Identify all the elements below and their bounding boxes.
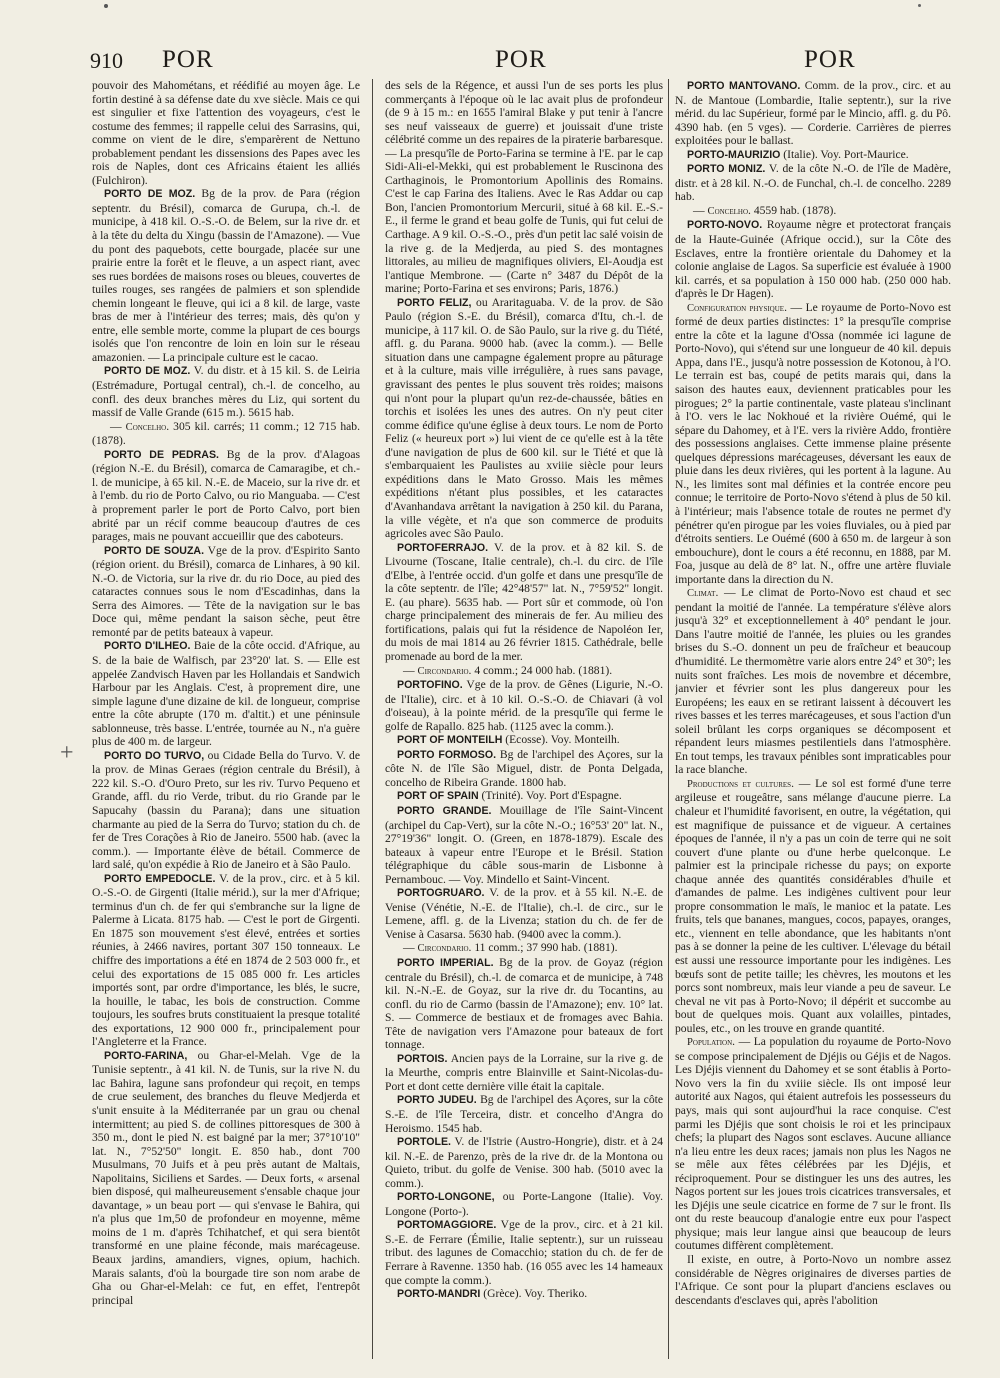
entry-text: V. de la côte N.-O. de l'île de Madère, distr. et à 28 kil. N.-O. de Funchal, ch.-l. de concelho. 2289 hab. <box>675 162 951 204</box>
entry-text: Mouillage de l'île Saint-Vincent (archipel du Cap-Vert), sur la côte N.-O.; 16°53' 20" lat. N., 27°19'36" longit. O. (Green, en 1878-1879). Escale des bateaux à vapeur entre l'Europe et le Brésil. Station télégraphique du câble sous-marin de Lisbonne à Pernambouc. — Voy. Mindello et Saint-Vincent. <box>385 803 663 886</box>
entry-text: . — Le climat de Porto-Novo est chaud et sec pendant la moitié de l'année. La température s'élève alors jusqu'à 32° et exceptionnellement à 40° pendant le jour. Dans l'autre moitié de l'année, les pluies ou les grandes brises du S.-O. donnent un peu de fraîcheur et beaucoup d'humidité. Le thermomètre varie alors entre 24° et 30°; les nuits sont fraîches. Les mois de novembre et décembre, janvier et février sont les plus dangereux pour les Européens; les eaux en se retirant laissent à découvert les rives basses et les terres marécageuses, et sous l'action d'un soleil brûlant les corps organiques se décomposent et répandent leurs miasmes pestilentiels dans l'atmosphère. En tout temps, les travaux pénibles sont impraticables pour la race blanche. <box>675 586 951 777</box>
entry-headword: PORTO-LONGONE, <box>397 1191 495 1204</box>
entry-headword: PORTO DO TURVO, <box>104 749 205 762</box>
entry-text: Comm. de la prov., circ. et au N. de Mantoue (Lombardie, Italie septentr.), sur la rive mérid. du lac Supérieur, formé par le Mincio, affl. g. du Pô. 4390 hab. (en 5 vges). — Corderie. Carrières de pierres exploitées pour le ballast. <box>675 79 951 148</box>
running-head-right: POR <box>804 46 856 73</box>
dictionary-entry <box>385 1218 663 1287</box>
entry-text: V. de la prov. et à 82 kil. S. de Livourne (Toscane, Italie centrale), ch.-l. du circ. de l'île d'Elbe, à l'entrée occid. d'un golfe et dans une presqu'île de la côte septentr. de l'île; 42°48'57" lat. N., 7°59'52" longit. E. (au phare). 5635 hab. — Port sûr et commode, où l'on charge principalement des minerais de fer. Au milieu des fortifications, palais qui fut la résidence de Napoléon Ier, du mois de mai 1814 au 26 février 1815. Cathédrale, belle promenade au bord de la mer. <box>385 540 663 663</box>
entry-text: (Grèce). Voy. Theriko. <box>480 1287 588 1301</box>
entry-headword: PORT OF MONTEILH <box>397 734 503 747</box>
entry-text: (Italie). Voy. Port-Maurice. <box>780 147 909 161</box>
entry-text: Vge de la prov. de Gênes (Ligurie, N.-O. de l'Italie), circ. et à 10 kil. O.-S.-O. de Chiavari (à vol d'oiseau), à la pointe mérid. de la presqu'île qui ferme le golfe de Rapallo. 825 hab. (1125 avec la comm.). <box>385 678 663 733</box>
entry-text: ou Porte-Langone (Italie). Voy. Longone (Porto-). <box>385 1190 663 1218</box>
entry-headword: PORTO-MANDRI <box>397 1288 481 1301</box>
entry-dash: — <box>403 941 418 955</box>
running-head-center: POR <box>495 46 547 73</box>
entry-headword: PORTO MONIZ. <box>687 163 766 176</box>
entry-headword: PORTO DE MOZ. <box>104 365 191 378</box>
entry-headword: PORTOIS. <box>397 1052 448 1065</box>
entry-text: . 4 comm.; 24 000 hab. (1881). <box>468 663 613 677</box>
entry-text: Bg de la prov. de Goyaz (région centrale du Brésil), ch.-l. de comarca et de municipe, à 748 kil. N.-N.-E. de Goyaz, sur la rive dr. du Tocantins, au confl. du rio de Carmo (bassin de l'Amazone); env. 10° lat. S. — Commerce de bestiaux et de fromages avec Bahia. Tête de navigation vers l'Amazone pour bateaux de fort tonnage. <box>385 956 663 1052</box>
entry-paragraph <box>675 1253 951 1307</box>
entry-headword: PORTO DE PEDRAS. <box>104 448 219 461</box>
entry-dash: — <box>110 419 126 433</box>
entry-text: Bg de l'archipel des Açores, sur la côte N. de l'île São Miguel, distr. de Ponta Delgada, concelho de Ribeira Grande. 1800 hab. <box>385 747 663 789</box>
entry-text: V. de la prov. et à 55 kil. N.-E. de Venise (Vénétie, N.-E. de l'Italie), ch.-l. de circ., sur le Lemene, affl. g. de la Livenza; station du ch. de fer de Venise à Casarsa. 5630 hab. (9400 avec la comm.). <box>385 886 663 941</box>
dictionary-entry <box>385 733 663 748</box>
dictionary-entry <box>675 148 951 163</box>
entry-text: V. de la prov., circ. et à 5 kil. O.-S.-O. de Girgenti (Italie mérid.), sur la mer d'Afrique; terminus d'un ch. de fer qui s'embranche sur la ligne de Palerme à Licata. 8175 hab. — C'est le port de Girgenti. En 1875 son mouvement s'est élevé, entrées et sorties réunies, à 2466 navires, portant 307 150 tonneaux. Le chiffre des importations a été en 1874 de 2 503 000 fr., et celui des exportations de 15 085 000 fr. Les articles importés sont, par ordre d'importance, les blés, le sucre, la houille, le tabac, les bois de construction. Comme toujours, les soufres bruts constituaient la presque totalité des exportations, 12 900 000 fr., principalement pour l'Angleterre et la France. <box>92 871 360 1049</box>
section-label: Productions et cultures <box>687 778 792 790</box>
section-label: Configuration physique <box>687 302 785 314</box>
entry-section <box>92 420 360 448</box>
entry-text: Bg de l'archipel des Açores, sur la côte S.-E. de l'île Terceira, distr. et concelho d'Angra do Heroismo. 1545 hab. <box>385 1093 663 1135</box>
section-label: Circondario <box>417 665 469 677</box>
dictionary-entry <box>385 804 663 886</box>
entry-headword: PORTO FELIZ, <box>397 296 472 309</box>
dictionary-entry <box>385 296 663 541</box>
dictionary-entry <box>385 1052 663 1094</box>
entry-headword: PORTO-MAURIZIO <box>687 148 781 161</box>
section-label: Circondario <box>417 943 469 955</box>
entry-headword: PORTOLE. <box>397 1136 451 1149</box>
dictionary-entry <box>92 448 360 544</box>
dictionary-entry <box>92 639 360 748</box>
entry-headword: PORTO D'ILHEO. <box>104 640 191 653</box>
entry-headword: PORT OF SPAIN <box>397 790 479 803</box>
entry-dash: — <box>403 663 418 677</box>
entry-section <box>675 777 951 1035</box>
page-header <box>0 0 1000 78</box>
column-right <box>675 79 951 1368</box>
margin-cross-mark: + <box>60 740 74 766</box>
dictionary-entry <box>675 218 951 300</box>
dictionary-entry <box>675 79 951 148</box>
dictionary-entry <box>385 1190 663 1218</box>
entry-section <box>675 586 951 777</box>
dictionary-entry <box>385 1287 663 1302</box>
entry-headword: PORTO JUDEU. <box>397 1094 477 1107</box>
column-middle <box>385 79 663 1368</box>
entry-text: . 4559 hab. (1878). <box>748 203 837 217</box>
dictionary-entry <box>385 748 663 790</box>
entry-section <box>385 664 663 679</box>
entry-text: ou Araritaguaba. V. de la prov. de São Paulo (région S.-E. du Brésil), comarca d'Itu, ch.-l. de municipe, à 117 kil. O. de São Paulo, sur la rive g. du Tiété, affl. g. du Parana. 9000 hab. (avec la comm.). — Belle situation dans une campagne également propre au pâturage et à la culture, mais ville irrégulière, à rues sans pavage, gravissant des pentes le plus souvent très roides; maisons qui n'ont pour la plupart qu'un rez-de-chaussée, bâties en torchis et isolées les unes des autres. On n'y peut citer comme édifice qu'une église à deux tours. Le nom de Porto Feliz (« heureux port ») lui vient de ce qu'elle est à la tête d'une navigation de plus de 600 kil. sur le Tiété et que là s'embarquaient les Paulistes au xviiie siècle pour leurs expéditions dans le Mato Grosso. Mais les mêmes expéditions n'étant plus possibles, et les cataractes d'Avanhandava arrêtant la navigation à 250 kil. du Parana, la ville végète, et n'a que son commerce de produits agricoles avec São Paulo. <box>385 295 663 541</box>
entry-text: . 305 kil. carrés; 11 comm.; 12 715 hab. (1878). <box>92 419 360 448</box>
entry-section <box>385 941 663 956</box>
entry-text: V. du distr. et à 15 kil. S. de Leiria (Estrémadure, Portugal central), ch.-l. de concelho, au confl. des deux branches mères du Liz, qui sortent du massif de Valle Grande (615 m.). 5615 hab. <box>92 364 360 420</box>
entry-text: V. de l'Istrie (Austro-Hongrie), distr. et à 24 kil. N.-E. de Parenzo, près de la rive dr. de la Montona ou Quieto, tribut. du golfe de Venise. 300 hab. (5010 avec la comm.). <box>385 1135 663 1190</box>
dictionary-entry <box>385 1093 663 1135</box>
entry-text: . 11 comm.; 37 990 hab. (1881). <box>468 941 618 955</box>
entry-text: . — Le royaume de Porto-Novo est formé de deux parties distinctes: 1° la presqu'île comprise entre la côte et la lagune d'Ossa (nommée ici lagune de Porto-Novo), qui s'étend sur une longueur de 40 kil. depuis Appa, dans l'E., jusqu'à notre possession de Kotonou, à l'O. Le terrain est bas, coupé de petits marais qui, dans la saison des hautes eaux, deviennent praticables pour les pirogues; 2° la partie continentale, vaste plateau s'inclinant à l'O. vers le lac Nokhoué et la rivière Ouémé, qui le sépare du Dahomey, et à l'E. vers la rivière Addo, frontière des possessions anglaises. Cette immense plaine présente quelques dépressions marécageuses, déversant les eaux de pluie dans les deux rivières, qui les portent à la lagune. Au N., les limites sont mal définies et la contrée encore peu connue; le territoire de Porto-Novo s'étend à plus de 50 kil. à l'intérieur; mais l'absence totale de routes ne permet d'y pénétrer qu'en pirogue par les voies fluviales, ou à pied par d'étroits sentiers. Le Ouémé (600 à 650 m. de largeur à son embouchure), dont le cours a été reconnu, en 1888, par M. Foa, jusque au delà de 8° lat. N., offre une artère fluviale importante dans la direction du N. <box>675 300 951 586</box>
entry-headword: PORTOFINO. <box>397 679 463 692</box>
entry-text: Ancien pays de la Lorraine, sur la rive g. de la Meurthe, compris entre Blainville et Saint-Nicolas-du-Port et dont cette dernière ville était la capitale. <box>385 1051 663 1093</box>
column-left <box>92 79 360 1368</box>
entry-headword: PORTO-NOVO. <box>687 219 763 232</box>
entry-text: Il existe, en outre, à Porto-Novo un nombre assez considérable de Nègres originaires de diverses parties de l'Afrique. Ce sont pour la plupart d'anciens esclaves ou descendants d'esclaves qui, après l'abolition <box>675 1253 951 1307</box>
dictionary-entry <box>385 1135 663 1190</box>
entry-headword: PORTO DE SOUZA. <box>104 544 205 557</box>
entry-text: . — Le sol est formé d'une terre argileuse et rougeâtre, sans mélange d'aucune pierre. La chaleur et l'humidité favorisent, en outre, la végétation, qui est magnifique de puissance et de vigueur. A certaines époques de l'année, il n'y a pas un coin de terre qui ne soit couvert d'une plante ou d'une herbe quelconque. Le palmier est la principale richesse du pays; on exporte chaque année des quantités considérables d'huile et d'amandes de palme. Les indigènes cultivent pour leur propre consommation le maïs, le manioc et la patate. Les fruits, tels que bananes, mangues, cocos, papayes, oranges, etc., viennent en telle abondance, que les habitants n'ont pas à se donner la peine de les cultiver. L'élevage du bétail est aussi une ressource importante pour les indigènes. Les bœufs sont de petite taille; les chèvres, les moutons et les porcs sont nombreux, mais leur viande a peu de saveur. Le cheval ne vit pas à Porto-Novo; il dépérit et succombe au bout de quelques mois. Quant aux volailles, pintades, poules, etc., on les trouve en grande quantité. <box>675 776 951 1035</box>
entry-text: des sels de la Régence, et aussi l'un de ses ports les plus commerçants à l'époque où le lac avait plus de profondeur (de 9 à 15 m.: en 1655 l'amiral Blake y put tenir à l'ancre ses neuf vaisseaux de guerre) et jouissait d'une triste célébrité comme un des repaires de la piraterie barbaresque. — La presqu'île de Porto-Farina se termine à l'E. par le cap Sidi-Ali-el-Mekki, qui est probablement le Ruscinona des Carthaginois, le Promontorium Apollinis des Romains. C'est le cap Farina des Italiens. Avec le Ras Addar ou cap Bon, l'ancien Promontorium Mercurii, situé à 68 kil. E.-S.-E., il ferme le grand et beau golfe de Tunis, qui fut celui de Carthage. A 9 kil. O.-S.-O., près d'un petit lac salé voisin de la rive g. de la Medjerda, au pied S. des montagnes littorales, au milieu de magnifiques oliviers, El-Aoudja est l'antique Membrone. — (Carte n° 3487 du Dépôt de la marine; Porto-Farina et ses environs; Paris, 1876.) <box>385 79 663 296</box>
entry-section <box>675 301 951 586</box>
dictionary-entry <box>92 872 360 1049</box>
entry-headword: PORTO GRANDE. <box>397 804 492 817</box>
dictionary-entry <box>385 541 663 664</box>
entry-text: . — La population du royaume de Porto-Novo se compose principalement de Djéjis ou Géjis et de Nagos. Les Djéjis viennent du Dahomey et se sont établis à Porto-Novo vers la fin du xviiie siècle. Ils ont imposé leur autorité aux Nagos, qui étaient autrefois les possesseurs du pays, mais qui sont aujourd'hui la race conquise. C'est parmi les Djéjis que sont choisis le roi et les principaux chefs; la plupart des Nagos sont esclaves. Aucune alliance n'a lieu entre les deux races; jamais non plus les Nagos ne se mêle aux fêtes célébrées par les Djéjis, et réciproquement. Pour se distinguer les uns des autres, les Nagos portent sur les joues trois cicatrices transversales, et les Djéjis une seule cicatrice en forme de 7 sur le front. Ils ont du reste beaucoup d'analogie entre eux pour l'aspect physique; mais leur langue ainsi que beaucoup de leurs coutumes diffèrent complètement. <box>675 1035 951 1253</box>
entry-headword: PORTO IMPERIAL. <box>397 957 494 969</box>
section-label: Population <box>687 1037 733 1049</box>
entry-headword: PORTO-FARINA, <box>104 1049 188 1062</box>
dictionary-entry <box>92 187 360 364</box>
entry-text: Royaume nègre et protectorat français de la Haute-Guinée (Afrique occid.), sur la Côte des Esclaves, entre la frontière orientale du Dahomey et la colonie anglaise de Lagos. Sa superficie est évaluée à 1900 kil. carrés, et sa population à 150 000 hab. (250 000 hab. d'après le Dr Hagen). <box>675 218 951 301</box>
entry-section <box>675 1035 951 1253</box>
dictionary-entry <box>92 544 360 640</box>
column-divider <box>668 79 669 1359</box>
entry-headword: PORTO DE MOZ. <box>104 188 196 201</box>
entry-dash: — <box>693 203 708 217</box>
entry-section <box>675 204 951 219</box>
dictionary-entry <box>675 162 951 204</box>
column-divider <box>372 79 373 1359</box>
dictionary-entry <box>92 1049 360 1307</box>
page-number: 910 <box>90 48 123 73</box>
entry-text: Baie de la côte occid. d'Afrique, au S. de la baie de Walfisch, par 23°20' lat. S. — Elle est appelée Zandvisch Haven par les Hollandais et Sandwich Harbour par les Anglais. C'est, à proprement dire, une simple lagune d'une dizaine de kil. de longueur, comprise entre la côte abrupte (170 m. d'altit.) et une péninsule sablonneuse, très basse. L'entrée, tournée au N., n'a guère plus de 400 m. de largeur. <box>92 639 360 749</box>
entry-headword: PORTOGRUARO. <box>397 887 485 900</box>
entry-text: pouvoir des Mahométans, et réédifié au moyen âge. Le fortin destiné à sa défense date du xve siècle. Mais ce qui est singulier et fixe l'attention des voyageurs, c'est le costume des femmes; il rappelle celui des Sarrasins, qui, comme on vient de le dire, s'emparèrent de Nettuno probablement pendant les dissensions des Papes avec les rois de Naples, dont ces Africains étaient les alliés (Fulchiron). <box>92 79 360 187</box>
entry-text: (Trinité). Voy. Port d'Espagne. <box>478 789 622 803</box>
dictionary-entry <box>385 678 663 733</box>
entry-headword: PORTO EMPEDOCLE. <box>104 872 216 885</box>
section-label: Concelho <box>125 421 167 433</box>
section-label: Concelho <box>707 205 749 217</box>
running-head-left: POR <box>162 46 214 73</box>
dictionary-entry <box>385 886 663 941</box>
entry-paragraph <box>92 79 360 187</box>
entry-paragraph <box>385 79 663 296</box>
entry-headword: PORTOMAGGIORE. <box>397 1219 497 1232</box>
entry-headword: PORTO MANTOVANO. <box>687 80 801 92</box>
entry-headword: PORTO FORMOSO. <box>397 748 497 761</box>
entry-text: Vge de la prov. d'Espirito Santo (région orient. du Brésil), comarca de Linhares, à 90 kil. N.-O. de Victoria, sur la rive dr. du rio Doce, au pied des cataractes connues sous le nom d'Escadinhas, dans la Serra des Aimores. — Tête de la navigation sur le bas Doce qui, même pendant la saison sèche, peut être remonté par de petits bateaux à vapeur. <box>92 543 360 639</box>
entry-headword: PORTOFERRAJO. <box>397 541 489 554</box>
dictionary-entry <box>92 364 360 419</box>
dictionary-entry <box>385 956 663 1052</box>
entry-text: Vge de la prov., circ. et à 21 kil. S.-E. de Ferrare (Émilie, Italie septentr.), sur un ruisseau tribut. des lagunes de Comacchio; station du ch. de fer de Ferrare à Ravenne. 1350 hab. (16 055 avec les 14 hameaux que compte la comm.). <box>385 1218 663 1287</box>
dictionary-entry <box>385 789 663 804</box>
entry-text: ou Cidade Bella do Turvo. V. de la prov. de Minas Geraes (région centrale du Brésil), à 222 kil. S.-O. d'Ouro Preto, sur les riv. Turvo Pequeno et Grande, affl. du rio Verde, tribut. du rio Grande par le Sapucahy (bassin du Parana); dans une situation charmante au pied de la Serra do Turvo; station du ch. de fer de Tres Corações à Rio de Janeiro. 5500 hab. (avec la comm.). — Importante élève de bétail. Commerce de lard salé, qu'on expédie à Rio de Janeiro et à São Paulo. <box>92 748 360 872</box>
entry-text: (Ecosse). Voy. Monteilh. <box>502 733 620 747</box>
dictionary-entry <box>92 749 360 872</box>
entry-text: Bg de la prov. d'Alagoas (région N.-E. du Brésil), comarca de Camaragibe, et ch.-l. de municipe, à 65 kil. N.-E. de Maceio, sur la rive dr. et à l'emb. du rio de Porto Calvo, ou rio Manguaba. — C'est à proprement parler le port de Porto Calvo, port bien abrité par un récif comme beaucoup d'autres de ces parages, mais ne pouvant accueillir que des caboteurs. <box>92 447 360 544</box>
entry-text: Bg de la prov. de Para (région septentr. du Brésil), comarca de Gurupa, ch.-l. de municipe, à 418 kil. O.-S.-O. de Belem, sur la rive dr. et à la tête du delta du Xingu (bassin de l'Amazone). — Vue du pont des paquebots, cette bourgade, placée sur une prairie entre la forêt et le fleuve, a un aspect riant, avec ses rues bordées de maisons roses ou bleues, couvertes de tuiles rouges, ses rangées de palmiers et son splendide chemin longeant le fleuve, qui ici a 8 kil. de large, vaste bras de mer à l'intérieur des terres; mais, dès qu'on y entre, elle semble morte, comme la plupart de ces bourgs isolés que l'on rencontre de loin en loin sur le réseau amazonien. — La principale culture est le cacao. <box>92 187 360 364</box>
entry-text: ou Ghar-el-Melah. Vge de la Tunisie septentr., à 41 kil. N. de Tunis, sur la rive N. du lac Bahira, lagune sans profondeur qui reçoit, en temps de crue seulement, des branches du fleuve Medjerda et s'unit ensuite à la Méditerranée par un grau ou chenal intermittent; au pied S. de collines pittoresques de 300 à 350 m., dont le pied N. est baigné par la mer; 37°10'10" lat. N., 7°52'50" longit. E. 850 hab., dont 700 Musulmans, 70 Juifs et à peu près autant de Maltais, Napolitains, Siciliens et Sardes. — Deux forts, « arsenal bien disposé, qui malheureusement s'ensable chaque jour davantage, » un beau port — qui s'envase le Bahira, qui n'a plus que 1m,50 de profondeur en moyenne, même moins de 1 m. d'après Tchihatchef, et qui sera bientôt transformé en une plaine féconde, mais marécageuse. Beaux jardins, amandiers, vignes, opium, hachich. Marais salants, d'où la bourgade tire son nom arabe de Gha ou Ghar-el-Melah: ce fut, en effet, l'entrepôt principal <box>92 1048 360 1307</box>
section-label: Climat <box>687 588 716 600</box>
